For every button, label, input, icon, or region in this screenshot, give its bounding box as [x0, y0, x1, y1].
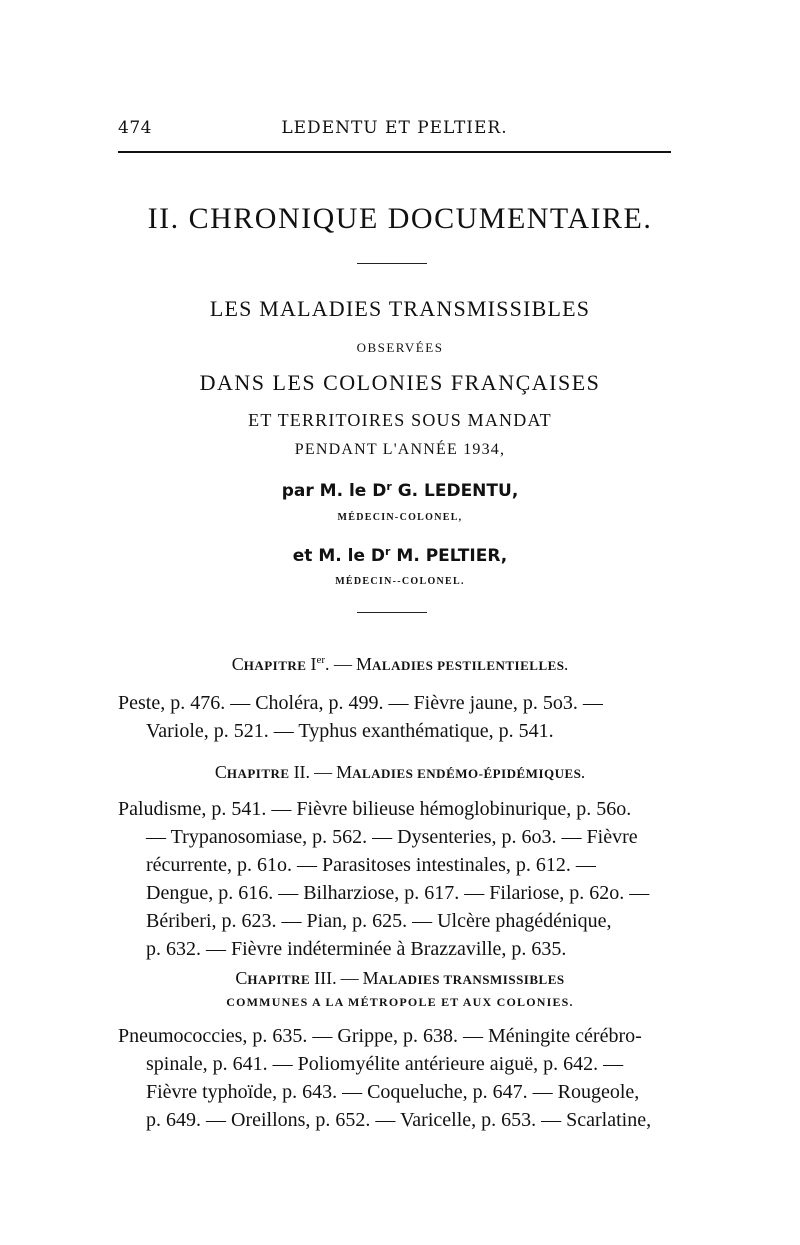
chapter-label-initial: C [231, 654, 244, 674]
article-title-line-1: LES MALADIES TRANSMISSIBLES [209, 296, 591, 321]
chapter-2-contents [118, 795, 683, 963]
contents-line: Pneumococcies, p. 635. — Grippe, p. 638. — Méningite cérébro- [118, 1025, 642, 1047]
author-title-sup: r [386, 480, 392, 493]
chapter-title-initial: M [362, 968, 379, 988]
article-title-line-3: DANS LES COLONIES FRANÇAISES [199, 370, 601, 395]
contents-line: récurrente, p. 61o. — Parasitoses intestinales, p. 612. — [146, 854, 596, 876]
contents-line: Paludisme, p. 541. — Fièvre bilieuse hémoglobinurique, p. 56o. [118, 798, 632, 820]
chapter-title-rest: ALADIES ENDÉMO-ÉPIDÉMIQUES. [352, 766, 586, 781]
author-suffix: , [511, 481, 519, 501]
author-prefix: et M. le D [292, 546, 386, 566]
chapter-number: I [310, 654, 317, 674]
author-name: M. PELTIER [396, 546, 501, 566]
author-title-sup: r [385, 545, 391, 558]
chapter-number: III. [314, 968, 337, 988]
contents-line: Dengue, p. 616. — Bilharziose, p. 617. — Filariose, p. 62o. — [146, 882, 650, 904]
chapter-1-contents [118, 689, 683, 745]
author-2-role: MÉDECIN--COLONEL. [335, 576, 465, 587]
chapter-label-rest: HAPITRE [247, 972, 311, 987]
title-separator-rule [357, 263, 427, 264]
contents-line: p. 632. — Fièvre indéterminée à Brazzaville, p. 635. [146, 938, 567, 960]
author-name: G. LEDENTU [397, 481, 512, 501]
chapter-title-initial: M [336, 762, 353, 782]
author-1-role: MÉDECIN-COLONEL, [337, 512, 463, 523]
chapter-number: II. [293, 762, 311, 782]
chapter-title-rest: ALADIES PESTILENTIELLES. [372, 658, 569, 673]
contents-line: — Trypanosomiase, p. 562. — Dysenteries, p. 6o3. — Fièvre [146, 826, 638, 848]
chapter-dash: . — [325, 654, 353, 674]
chapter-number-sup: er [316, 654, 326, 666]
contents-line: Fièvre typhoïde, p. 643. — Coqueluche, p. 647. — Rougeole, [146, 1081, 640, 1103]
chapter-2-heading [0, 762, 800, 783]
contents-line: Variole, p. 521. — Typhus exanthématique, p. 541. [146, 720, 554, 742]
chapter-1-heading [0, 654, 800, 675]
article-title-line-5: PENDANT L'ANNÉE 1934, [294, 441, 506, 458]
article-title-line-2: OBSERVÉES [356, 340, 444, 355]
chapter-label-initial: C [214, 762, 227, 782]
author-2 [0, 545, 800, 566]
chapter-label-rest: HAPITRE [243, 658, 307, 673]
chapter-dash: — [340, 968, 359, 988]
contents-line: spinale, p. 641. — Poliomyélite antérieure aiguë, p. 642. — [146, 1053, 624, 1075]
chapter-3-contents [118, 1022, 683, 1134]
chapter-label-initial: C [235, 968, 248, 988]
header-rule [118, 151, 671, 153]
chapter-dash: — [314, 762, 333, 782]
chapter-title-initial: M [356, 654, 373, 674]
running-head [118, 118, 671, 140]
contents-line: Bériberi, p. 623. — Pian, p. 625. — Ulcère phagédénique, [146, 910, 612, 932]
page-number: 474 [118, 118, 152, 138]
chapter-3-heading [0, 968, 800, 989]
chapter-label-rest: HAPITRE [226, 766, 290, 781]
running-title: LEDENTU ET PELTIER. [281, 118, 508, 138]
contents-line: p. 649. — Oreillons, p. 652. — Varicelle, p. 653. — Scarlatine, [146, 1109, 652, 1131]
article-title-line-4: ET TERRITOIRES SOUS MANDAT [248, 410, 552, 430]
contents-line: Peste, p. 476. — Choléra, p. 499. — Fièvre jaune, p. 5o3. — [118, 692, 603, 714]
authors-separator-rule [357, 612, 427, 613]
chapter-title-rest: ALADIES TRANSMISSIBLES [378, 972, 565, 987]
chapter-3-subtitle: COMMUNES A LA MÉTROPOLE ET AUX COLONIES. [226, 995, 574, 1009]
author-1 [0, 480, 800, 501]
author-prefix: par M. le D [281, 481, 387, 501]
author-suffix: , [500, 546, 508, 566]
section-title: II. CHRONIQUE DOCUMENTAIRE. [147, 202, 653, 235]
